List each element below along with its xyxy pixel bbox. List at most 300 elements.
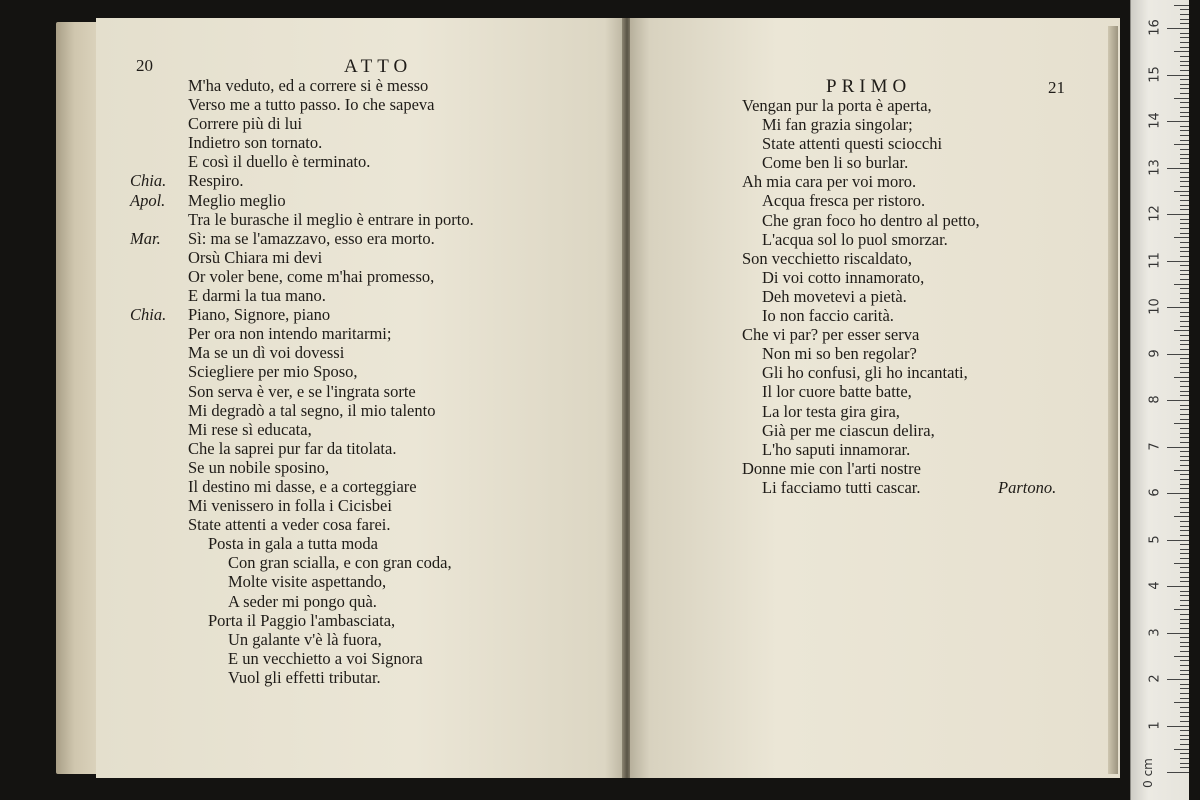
ruler-tick	[1167, 214, 1189, 215]
ruler-tick	[1180, 684, 1189, 685]
ruler-tick	[1180, 279, 1189, 280]
verse-text: Tra le burasche il meglio è entrare in porto.	[188, 209, 474, 229]
verse-text: Indietro son tornato.	[188, 133, 323, 153]
verse-text: Se un nobile sposino,	[188, 457, 330, 477]
ruler-tick	[1180, 637, 1189, 638]
ruler-tick	[1180, 665, 1189, 666]
verse-text: Porta il Paggio l'ambasciata,	[208, 610, 396, 630]
verse-text: Molte visite aspettando,	[228, 572, 387, 592]
ruler-tick	[1174, 749, 1189, 750]
ruler-tick	[1180, 209, 1189, 210]
verse-text: Vuol gli effetti tributar.	[228, 667, 381, 687]
ruler-tick	[1180, 386, 1189, 387]
ruler-tick	[1180, 600, 1189, 601]
ruler-tick	[1180, 293, 1189, 294]
ruler-tick	[1180, 335, 1189, 336]
right-verse-lines	[742, 96, 1057, 497]
verse-line	[188, 76, 474, 95]
ruler-tick	[1180, 670, 1189, 671]
verse-text: Che la saprei pur far da titolata.	[188, 438, 397, 458]
ruler-tick	[1180, 693, 1189, 694]
ruler-tick	[1180, 605, 1189, 606]
ruler-tick	[1180, 405, 1189, 406]
ruler-tick	[1180, 274, 1189, 275]
ruler-tick	[1180, 572, 1189, 573]
ruler-tick	[1180, 65, 1189, 66]
ruler-tick	[1174, 5, 1189, 6]
ruler-tick	[1180, 9, 1189, 10]
speaker-name: Apol.	[130, 190, 166, 210]
ruler-tick	[1180, 414, 1189, 415]
ruler-tick	[1180, 312, 1189, 313]
ruler-tick	[1180, 521, 1189, 522]
verse-line	[188, 630, 474, 649]
ruler-tick	[1167, 540, 1189, 541]
ruler-tick	[1180, 149, 1189, 150]
ruler-number: 16	[1147, 19, 1163, 36]
verse-line	[188, 324, 474, 343]
verse-text: Che gran foco ho dentro al petto,	[762, 210, 980, 230]
verse-line	[188, 496, 474, 515]
ruler-tick	[1180, 735, 1189, 736]
ruler-tick	[1180, 135, 1189, 136]
ruler-tick	[1174, 656, 1189, 657]
verse-line	[130, 228, 474, 248]
ruler-tick	[1180, 642, 1189, 643]
verse-line	[742, 421, 980, 440]
ruler-tick	[1180, 767, 1189, 768]
verse-line	[742, 440, 980, 459]
ruler-tick	[1180, 558, 1189, 559]
ruler-tick	[1180, 47, 1189, 48]
ruler-tick	[1180, 349, 1189, 350]
speaker-name: Mar.	[130, 228, 161, 248]
ruler-number: 6	[1147, 488, 1163, 497]
verse-line	[130, 190, 474, 210]
ruler-number: 14	[1147, 112, 1163, 129]
verse-text: Deh movetevi a pietà.	[762, 286, 907, 306]
ruler-tick	[1174, 51, 1189, 52]
ruler-tick	[1180, 763, 1189, 764]
ruler-tick	[1180, 130, 1189, 131]
verse-line	[742, 96, 980, 115]
ruler-tick	[1174, 377, 1189, 378]
ruler-tick	[1174, 330, 1189, 331]
ruler-tick	[1167, 447, 1189, 448]
verse-line	[188, 439, 474, 458]
verse-text: Posta in gala a tutta moda	[208, 534, 379, 554]
verse-line	[188, 420, 474, 439]
ruler-tick	[1180, 302, 1189, 303]
verse-line	[188, 477, 474, 496]
ruler-tick	[1180, 614, 1189, 615]
ruler-tick	[1180, 451, 1189, 452]
verse-text: Mi degradò a tal segno, il mio talento	[188, 400, 436, 420]
ruler-tick	[1174, 563, 1189, 564]
ruler-tick	[1174, 609, 1189, 610]
ruler-tick	[1180, 14, 1189, 15]
ruler-number: 8	[1147, 395, 1163, 404]
ruler-tick	[1180, 172, 1189, 173]
verse-text: Mi fan grazia singolar;	[762, 115, 913, 135]
verse-line	[742, 477, 1057, 497]
ruler-tick	[1180, 595, 1189, 596]
ruler-tick	[1167, 307, 1189, 308]
verse-line	[742, 382, 980, 401]
ruler-tick	[1180, 549, 1189, 550]
verse-text: Piano, Signore, piano	[188, 305, 331, 325]
ruler-tick	[1180, 181, 1189, 182]
verse-line	[188, 458, 474, 477]
ruler-tick	[1180, 488, 1189, 489]
verse-line	[742, 172, 980, 191]
verse-text: E darmi la tua mano.	[188, 286, 326, 306]
ruler-tick	[1180, 316, 1189, 317]
ruler-tick	[1180, 442, 1189, 443]
verse-text: Or voler bene, come m'hai promesso,	[188, 266, 435, 286]
verse-line	[188, 572, 474, 591]
ruler-tick	[1174, 516, 1189, 517]
ruler-tick	[1180, 367, 1189, 368]
ruler-tick	[1167, 121, 1189, 122]
ruler-tick	[1180, 502, 1189, 503]
verse-line	[188, 401, 474, 420]
verse-line	[742, 459, 980, 478]
verse-line	[742, 230, 980, 249]
verse-text: State attenti a veder cosa farei.	[188, 515, 391, 535]
ruler-tick	[1180, 479, 1189, 480]
verse-line	[188, 114, 474, 133]
verse-line	[742, 191, 980, 210]
verse-text: Di voi cotto innamorato,	[762, 267, 925, 287]
ruler-tick	[1180, 219, 1189, 220]
verse-text: E così il duello è terminato.	[188, 152, 371, 172]
verse-text: Verso me a tutto passo. Io che sapeva	[188, 95, 435, 115]
right-page-edges	[1108, 26, 1118, 774]
ruler-tick	[1180, 79, 1189, 80]
verse-line	[742, 115, 980, 134]
ruler-unit-label: 0 cm	[1140, 758, 1155, 788]
ruler-tick	[1180, 200, 1189, 201]
verse-text: Vengan pur la porta è aperta,	[742, 96, 932, 115]
verse-line	[742, 402, 980, 421]
verse-text: E un vecchietto a voi Signora	[228, 648, 423, 668]
ruler-tick	[1180, 428, 1189, 429]
ruler-tick	[1180, 753, 1189, 754]
ruler-number: 1	[1147, 720, 1163, 730]
ruler-tick	[1180, 37, 1189, 38]
ruler-tick	[1180, 544, 1189, 545]
verse-text: Acqua fresca per ristoro.	[762, 191, 926, 211]
left-page	[96, 18, 626, 778]
verse-line	[188, 362, 474, 381]
verse-line	[188, 267, 474, 286]
speaker-name: Chia.	[130, 171, 167, 191]
ruler-tick	[1180, 577, 1189, 578]
ruler-tick	[1180, 247, 1189, 248]
verse-line	[742, 153, 980, 172]
ruler-tick	[1180, 116, 1189, 117]
ruler-tick	[1174, 98, 1189, 99]
ruler-number: 10	[1147, 298, 1163, 315]
ruler-tick	[1167, 261, 1189, 262]
ruler-tick	[1180, 460, 1189, 461]
ruler-tick	[1180, 265, 1189, 266]
ruler-tick	[1167, 726, 1189, 727]
ruler-tick	[1167, 493, 1189, 494]
ruler-tick	[1180, 228, 1189, 229]
right-page	[630, 18, 1120, 778]
ruler-tick	[1180, 321, 1189, 322]
verse-text: Sciegliere per mio Sposo,	[188, 362, 358, 382]
ruler-number: 9	[1147, 348, 1163, 358]
verse-text: Donne mie con l'arti nostre	[742, 458, 921, 478]
ruler-tick	[1180, 56, 1189, 57]
ruler-number: 13	[1147, 158, 1163, 176]
verse-text: Per ora non intendo maritarmi;	[188, 324, 392, 344]
verse-text: Un galante v'è là fuora,	[228, 629, 382, 649]
ruler-tick	[1180, 465, 1189, 466]
ruler-tick	[1180, 326, 1189, 327]
verse-text: M'ha veduto, ed a correre si è messo	[188, 76, 429, 95]
verse-line	[188, 534, 474, 553]
verse-text: State attenti questi sciocchi	[762, 134, 943, 154]
verse-text: Ma se un dì voi dovessi	[188, 343, 345, 363]
verse-text: Mi venissero in folla i Cicisbei	[188, 496, 392, 516]
ruler-tick	[1180, 646, 1189, 647]
ruler-tick	[1167, 168, 1189, 169]
ruler-tick	[1180, 688, 1189, 689]
verse-line	[742, 211, 980, 230]
ruler-tick	[1180, 186, 1189, 187]
ruler-tick	[1180, 112, 1189, 113]
verse-text: Correre più di lui	[188, 114, 303, 134]
ruler-tick	[1180, 42, 1189, 43]
verse-line	[742, 134, 980, 153]
verse-line	[188, 343, 474, 362]
ruler-tick	[1180, 739, 1189, 740]
verse-line	[742, 287, 980, 306]
ruler-tick	[1174, 702, 1189, 703]
ruler-tick	[1180, 651, 1189, 652]
ruler-tick	[1180, 526, 1189, 527]
ruler-tick	[1180, 223, 1189, 224]
measuring-ruler	[1130, 0, 1189, 800]
ruler-number: 5	[1147, 534, 1163, 544]
verse-text: L'acqua sol lo puol smorzar.	[762, 229, 948, 249]
ruler-tick	[1180, 158, 1189, 159]
ruler-tick	[1180, 19, 1189, 20]
ruler-tick	[1180, 409, 1189, 410]
verse-text: Mi rese sì educata,	[188, 419, 312, 439]
ruler-tick	[1167, 28, 1189, 29]
verse-line	[130, 171, 474, 191]
ruler-tick	[1180, 591, 1189, 592]
verse-line	[742, 344, 980, 363]
verse-text: Son vecchietto riscaldato,	[742, 248, 912, 268]
ruler-tick	[1167, 400, 1189, 401]
open-book	[56, 18, 1066, 780]
ruler-tick	[1180, 535, 1189, 536]
ruler-tick	[1174, 470, 1189, 471]
verse-text: Li facciamo tutti cascar.	[762, 477, 921, 497]
ruler-tick	[1180, 419, 1189, 420]
verse-text: Con gran scialla, e con gran coda,	[228, 553, 452, 573]
ruler-tick	[1167, 586, 1189, 587]
verse-text: L'ho saputi innamorar.	[762, 439, 911, 459]
ruler-number: 4	[1147, 581, 1163, 590]
verse-line	[742, 363, 980, 382]
ruler-tick	[1167, 75, 1189, 76]
verse-line	[188, 152, 474, 171]
verse-line	[188, 248, 474, 267]
verse-text: Come ben li so burlar.	[762, 153, 909, 173]
ruler-tick	[1180, 530, 1189, 531]
ruler-number: 12	[1147, 205, 1163, 222]
ruler-tick	[1180, 433, 1189, 434]
ruler-tick	[1180, 395, 1189, 396]
ruler-number: 2	[1147, 674, 1163, 683]
ruler-tick	[1180, 270, 1189, 271]
ruler-tick	[1180, 758, 1189, 759]
verse-text: Io non faccio carità.	[762, 306, 894, 326]
verse-text: Il destino mi dasse, e a corteggiare	[188, 476, 417, 496]
ruler-tick	[1180, 707, 1189, 708]
ruler-tick	[1180, 363, 1189, 364]
ruler-tick	[1180, 163, 1189, 164]
ruler-tick	[1180, 358, 1189, 359]
ruler-tick	[1180, 698, 1189, 699]
verse-line	[742, 306, 980, 325]
verse-line	[188, 515, 474, 534]
verse-text: Son serva è ver, e se l'ingrata sorte	[188, 381, 416, 401]
verse-line	[188, 133, 474, 152]
ruler-tick	[1180, 126, 1189, 127]
ruler-tick	[1180, 716, 1189, 717]
verse-line	[742, 325, 980, 344]
ruler-tick	[1180, 205, 1189, 206]
ruler-tick	[1180, 84, 1189, 85]
verse-text: Ah mia cara per voi moro.	[742, 172, 917, 192]
verse-line	[742, 249, 980, 268]
left-running-head: ATTO	[344, 56, 413, 77]
right-page-number: 21	[1048, 78, 1065, 97]
verse-text: Orsù Chiara mi devi	[188, 247, 323, 267]
ruler-tick	[1180, 344, 1189, 345]
ruler-tick	[1180, 507, 1189, 508]
ruler-number: 3	[1147, 627, 1163, 637]
ruler-tick	[1180, 70, 1189, 71]
ruler-tick	[1180, 154, 1189, 155]
verse-line	[188, 286, 474, 305]
verse-line	[188, 382, 474, 401]
ruler-tick	[1180, 712, 1189, 713]
ruler-tick	[1180, 140, 1189, 141]
ruler-tick	[1180, 61, 1189, 62]
ruler-tick	[1174, 191, 1189, 192]
ruler-number: 7	[1147, 441, 1163, 451]
verse-text: Sì: ma se l'amazzavo, esso era morto.	[188, 228, 435, 248]
verse-line	[188, 210, 474, 229]
ruler-tick	[1180, 88, 1189, 89]
ruler-tick	[1180, 177, 1189, 178]
ruler-tick	[1180, 195, 1189, 196]
ruler-tick	[1174, 423, 1189, 424]
ruler-number: 15	[1147, 65, 1163, 83]
left-verse-lines	[130, 76, 474, 687]
ruler-tick	[1180, 498, 1189, 499]
ruler-tick	[1180, 484, 1189, 485]
ruler-tick	[1174, 237, 1189, 238]
ruler-tick	[1180, 391, 1189, 392]
ruler-tick	[1180, 553, 1189, 554]
ruler-tick	[1180, 372, 1189, 373]
verse-line	[188, 649, 474, 668]
ruler-tick	[1180, 298, 1189, 299]
stage-direction: Partono.	[998, 477, 1057, 497]
verse-text: Che vi par? per esser serva	[742, 325, 920, 345]
verse-text: Il lor cuore batte batte,	[762, 382, 912, 402]
speaker-name: Chia.	[130, 305, 167, 325]
ruler-tick	[1180, 242, 1189, 243]
right-running-head: PRIMO	[826, 76, 912, 97]
verse-text: Gli ho confusi, gli ho incantati,	[762, 363, 968, 383]
ruler-tick	[1180, 660, 1189, 661]
verse-text: Non mi so ben regolar?	[762, 344, 917, 364]
ruler-tick	[1174, 284, 1189, 285]
ruler-tick	[1180, 93, 1189, 94]
verse-line	[188, 668, 474, 687]
verse-line	[188, 553, 474, 572]
verse-text: Respiro.	[188, 171, 244, 191]
ruler-tick	[1180, 474, 1189, 475]
verse-text: A seder mi pongo quà.	[228, 591, 377, 611]
ruler-tick	[1180, 288, 1189, 289]
ruler-tick	[1180, 33, 1189, 34]
left-page-number: 20	[136, 56, 153, 75]
ruler-tick	[1180, 619, 1189, 620]
ruler-tick	[1180, 256, 1189, 257]
ruler-tick	[1180, 674, 1189, 675]
ruler-tick	[1180, 107, 1189, 108]
ruler-tick	[1180, 23, 1189, 24]
verse-text: Già per me ciascun delira,	[762, 420, 935, 440]
ruler-tick	[1180, 512, 1189, 513]
ruler-tick	[1180, 251, 1189, 252]
ruler-tick	[1167, 679, 1189, 680]
ruler-tick	[1180, 456, 1189, 457]
ruler-number: 11	[1147, 251, 1163, 269]
verse-line	[188, 592, 474, 611]
verse-line	[130, 305, 474, 325]
ruler-tick	[1174, 144, 1189, 145]
ruler-tick	[1180, 567, 1189, 568]
ruler-tick	[1180, 340, 1189, 341]
verse-text: Meglio meglio	[188, 190, 286, 210]
ruler-tick	[1167, 354, 1189, 355]
ruler-tick	[1180, 628, 1189, 629]
verse-line	[188, 611, 474, 630]
ruler-tick	[1167, 633, 1189, 634]
ruler-tick	[1180, 581, 1189, 582]
verse-text: La lor testa gira gira,	[762, 401, 900, 421]
verse-line	[742, 268, 980, 287]
ruler-tick	[1167, 772, 1189, 773]
ruler-tick	[1180, 233, 1189, 234]
ruler-tick	[1180, 437, 1189, 438]
ruler-tick	[1180, 381, 1189, 382]
ruler-tick	[1180, 623, 1189, 624]
